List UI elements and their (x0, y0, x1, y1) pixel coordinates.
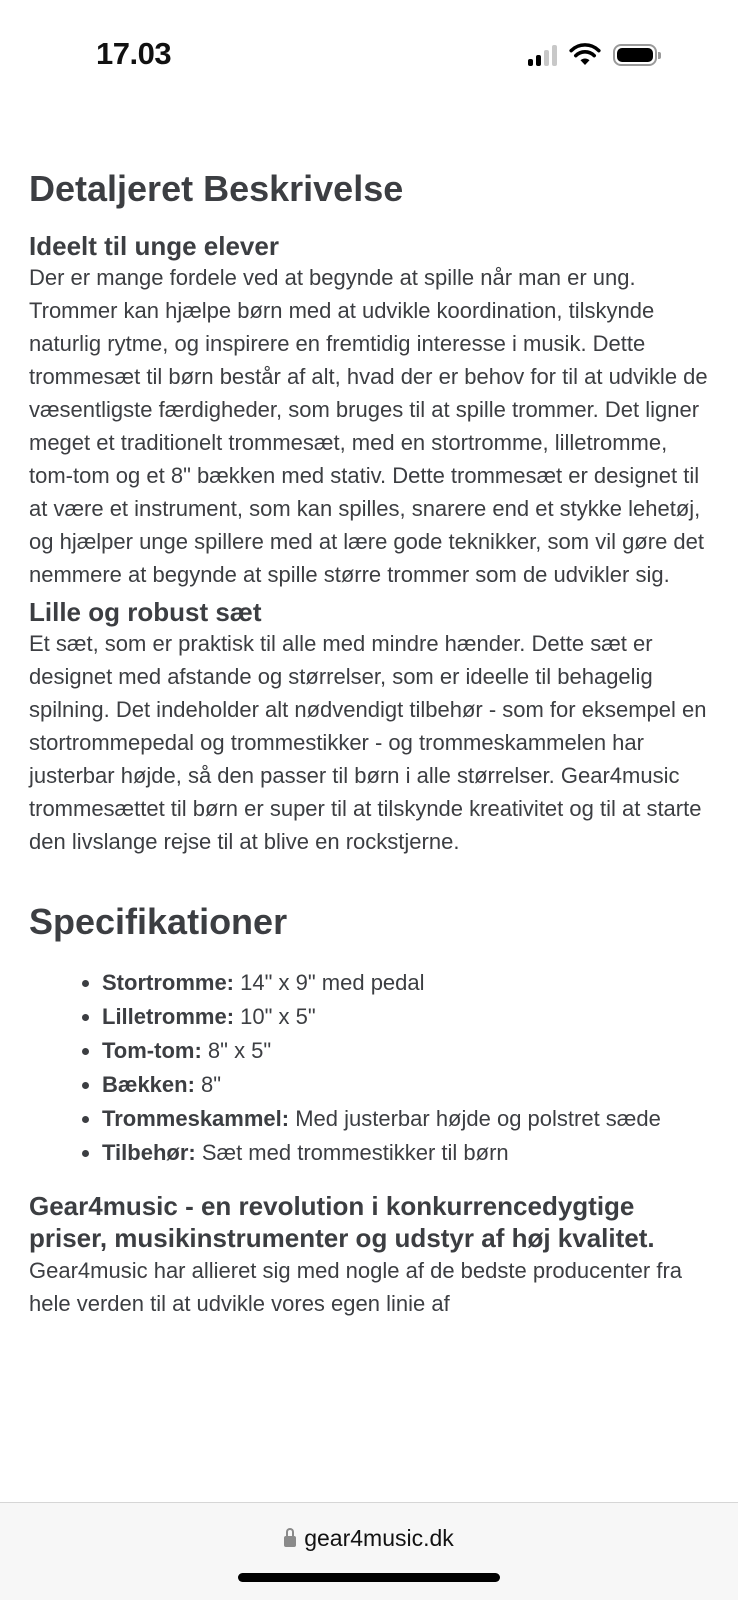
section-title-small-robust: Lille og robust sæt (29, 597, 262, 627)
spec-value: Sæt med trommestikker til børn (195, 1140, 509, 1165)
status-time: 17.03 (96, 36, 172, 71)
heading-detailed-description: Detaljeret Beskrivelse (29, 168, 404, 209)
heading-specifications: Specifikationer (29, 901, 288, 942)
address-bar[interactable] (0, 1525, 738, 1552)
section-body-gear4music: Gear4music har allieret sig med nogle af de bedste producenter fra hele verden til at udvikle vores egen linie af (29, 1258, 683, 1316)
battery-icon (613, 44, 657, 66)
spec-label: Stortromme: (102, 970, 235, 995)
spec-item (102, 1136, 709, 1170)
browser-bottom-bar (0, 1502, 738, 1600)
status-icons (528, 42, 657, 68)
section-title-gear4music: Gear4music - en revolution i konkurrencedygtige priser, musikinstrumenter og udstyr af høj kvalitet. (29, 1191, 655, 1253)
section-body-young-learners: Der er mange fordele ved at begynde at spille når man er ung. Trommer kan hjælpe børn med at udvikle koordination, tilskynde naturlig rytme, og inspirere en fremtidig interesse i musik. Dette trommesæt til børn består af alt, hvad der er behov for til at udvikle de væsentligste færdigheder, som bruges til at spille trommer. Det ligner meget et traditionelt trommesæt, med en stortromme, lilletromme, tom-tom og et 8" bækken med stativ. Dette trommesæt er designet til at være et instrument, som kan spilles, snarere end et stykke lehetøj, og hjælper unge spillere med at lære gode teknikker, som vil gøre det nemmere at begynde at spille større trommer som de udvikler sig. (29, 265, 708, 587)
spec-label: Tom-tom: (102, 1038, 202, 1063)
section-body-small-robust: Et sæt, som er praktisk til alle med mindre hænder. Dette sæt er designet med afstande og størrelser, som er ideelle til behagelig spilning. Det indeholder alt nødvendigt tilbehør - som for eksempel en stortrommepedal og trommestikker - og trommeskammelen har justerbar højde, så den passer til børn i alle størrelser. Gear4music trommesættet til børn er super til at tilskynde kreativitet og til at starte den livslange rejse til at blive en rockstjerne. (29, 631, 707, 854)
spec-label: Bækken: (102, 1072, 195, 1097)
spec-item (102, 1068, 709, 1102)
spec-item (102, 1102, 709, 1136)
signal-icon (528, 44, 557, 66)
wifi-icon (569, 43, 601, 67)
spec-label: Lilletromme: (102, 1004, 235, 1029)
spec-value: 8" x 5" (201, 1038, 272, 1063)
spec-item (102, 966, 709, 1000)
home-indicator[interactable] (238, 1573, 500, 1582)
status-bar (0, 0, 738, 110)
spec-list (29, 966, 709, 1170)
spec-value: 14" x 9" med pedal (234, 970, 425, 995)
spec-item (102, 1000, 709, 1034)
section-title-young-learners: Ideelt til unge elever (29, 231, 279, 261)
url-text[interactable]: gear4music.dk (304, 1525, 454, 1551)
spec-value: Med justerbar højde og polstret sæde (289, 1106, 661, 1131)
lock-icon (284, 1533, 296, 1549)
article-content (29, 165, 709, 1320)
spec-item (102, 1034, 709, 1068)
spec-value: 10" x 5" (234, 1004, 316, 1029)
spec-label: Tilbehør: (102, 1140, 196, 1165)
spec-value: 8" (194, 1072, 222, 1097)
spec-label: Trommeskammel: (102, 1106, 290, 1131)
